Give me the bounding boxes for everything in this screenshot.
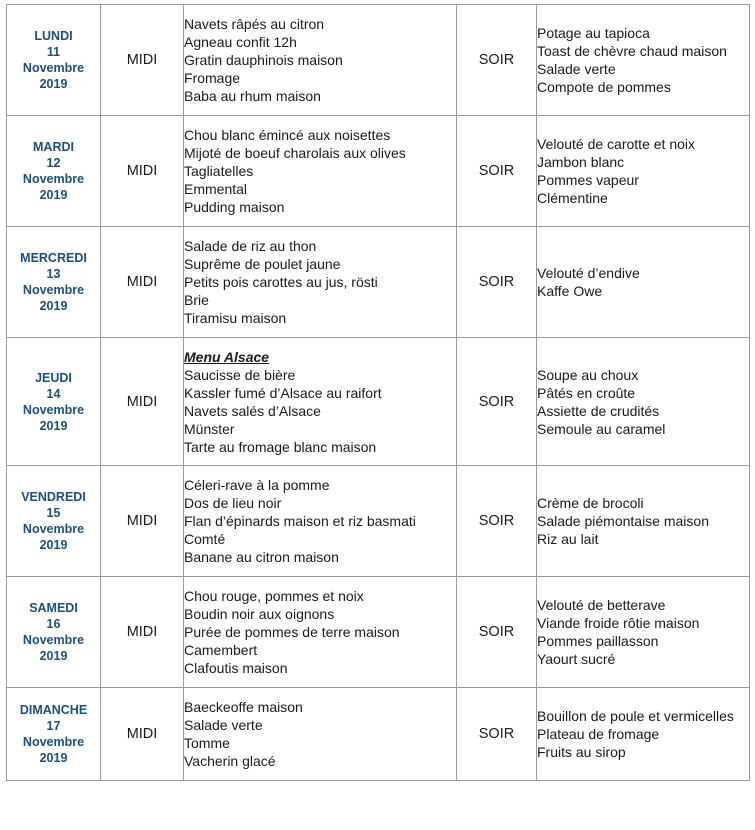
menu-theme-title: Menu Alsace — [184, 348, 270, 365]
day-date: 17 — [46, 719, 61, 733]
meal-label-midi: MIDI — [101, 466, 184, 577]
menu-row — [7, 466, 750, 577]
lunch-dishes — [184, 688, 457, 781]
meal-label-midi: MIDI — [101, 116, 184, 227]
dish-item: Yaourt sucré — [537, 651, 616, 667]
menu-row — [7, 227, 750, 338]
dish-item: Comté — [184, 531, 226, 547]
menu-body — [7, 5, 750, 781]
dish-item: Salade verte — [537, 61, 616, 77]
dish-item: Vacherin glacé — [184, 753, 276, 769]
dish-item: Emmental — [184, 181, 248, 197]
dish-item: Boudin noir aux oignons — [184, 606, 335, 622]
dish-item: Crème de brocoli — [537, 495, 644, 511]
day-year: 2019 — [39, 299, 68, 313]
meal-label-midi: MIDI — [101, 227, 184, 338]
dinner-dishes — [537, 577, 750, 688]
dinner-dishes — [537, 466, 750, 577]
dish-item: Mijoté de boeuf charolais aux olives — [184, 145, 406, 161]
menu-row — [7, 338, 750, 466]
day-name: SAMEDI — [29, 601, 78, 615]
lunch-dishes — [184, 5, 457, 116]
dish-item: Kassler fumé d’Alsace au raifort — [184, 384, 382, 401]
dish-item: Chou rouge, pommes et noix — [184, 588, 364, 604]
day-year: 2019 — [39, 77, 68, 91]
menu-row — [7, 5, 750, 116]
menu-row — [7, 116, 750, 227]
day-name: LUNDI — [34, 29, 73, 43]
lunch-dishes — [184, 338, 457, 466]
dish-item: Velouté de carotte et noix — [537, 136, 695, 152]
dish-item: Navets râpés au citron — [184, 16, 325, 32]
dish-item: Soupe au choux — [537, 366, 639, 383]
day-name: MARDI — [33, 140, 74, 154]
day-cell — [7, 227, 101, 338]
day-year: 2019 — [39, 418, 68, 433]
meal-label-soir: SOIR — [457, 227, 537, 338]
meal-label-soir: SOIR — [457, 116, 537, 227]
day-date: 12 — [46, 156, 61, 170]
dish-item: Baba au rhum maison — [184, 88, 321, 104]
dish-item: Pâtés en croûte — [537, 384, 636, 401]
dish-item: Salade piémontaise maison — [537, 513, 709, 529]
day-cell — [7, 338, 101, 466]
day-cell — [7, 688, 101, 781]
day-name: DIMANCHE — [19, 703, 88, 717]
day-date: 15 — [46, 506, 61, 520]
meal-label-midi: MIDI — [101, 688, 184, 781]
day-year: 2019 — [39, 188, 68, 202]
day-cell — [7, 116, 101, 227]
dish-item: Kaffe Owe — [537, 283, 603, 299]
dish-item: Fruits au sirop — [537, 744, 626, 760]
day-date: 11 — [46, 45, 61, 59]
dish-item: Münster — [184, 420, 235, 437]
day-year: 2019 — [39, 751, 68, 765]
dish-item: Brie — [184, 292, 209, 308]
dish-item: Flan d’épinards maison et riz basmati — [184, 513, 416, 529]
dish-item: Jambon blanc — [537, 154, 625, 170]
day-year: 2019 — [39, 649, 68, 663]
dish-item: Chou blanc émincé aux noisettes — [184, 127, 391, 143]
dish-item: Pommes vapeur — [537, 172, 639, 188]
dinner-dishes — [537, 116, 750, 227]
dish-item: Salade verte — [184, 717, 263, 733]
day-date: 13 — [46, 267, 61, 281]
day-month: Novembre — [22, 633, 85, 647]
day-month: Novembre — [22, 522, 85, 536]
dish-item: Agneau confit 12h — [184, 34, 297, 50]
day-date: 14 — [46, 386, 61, 401]
dinner-dishes — [537, 688, 750, 781]
dish-item: Assiette de crudités — [537, 402, 660, 419]
dish-item: Suprême de poulet jaune — [184, 256, 341, 272]
dish-item: Plateau de fromage — [537, 726, 660, 742]
dish-item: Fromage — [184, 70, 241, 86]
meal-label-midi: MIDI — [101, 577, 184, 688]
day-cell — [7, 466, 101, 577]
meal-label-soir: SOIR — [457, 5, 537, 116]
dish-item: Tomme — [184, 735, 230, 751]
dish-item: Petits pois carottes au jus, rösti — [184, 274, 378, 290]
meal-label-soir: SOIR — [457, 577, 537, 688]
dish-item: Clafoutis maison — [184, 660, 288, 676]
meal-label-soir: SOIR — [457, 688, 537, 781]
dish-item: Tarte au fromage blanc maison — [184, 438, 377, 455]
dish-item: Camembert — [184, 642, 258, 658]
meal-label-soir: SOIR — [457, 466, 537, 577]
dish-item: Saucisse de bière — [184, 366, 296, 383]
dish-item: Velouté d’endive — [537, 265, 640, 281]
day-month: Novembre — [22, 61, 85, 75]
day-cell — [7, 577, 101, 688]
dish-item: Tagliatelles — [184, 163, 254, 179]
dish-item: Velouté de betterave — [537, 597, 666, 613]
dish-item: Salade de riz au thon — [184, 238, 317, 254]
menu-row — [7, 577, 750, 688]
dinner-dishes — [537, 5, 750, 116]
meal-label-midi: MIDI — [101, 338, 184, 466]
day-month: Novembre — [22, 172, 85, 186]
day-name: MERCREDI — [20, 251, 87, 265]
dish-item: Dos de lieu noir — [184, 495, 282, 511]
dish-item: Baeckeoffe maison — [184, 699, 303, 715]
dinner-dishes — [537, 338, 750, 466]
dish-item: Riz au lait — [537, 531, 599, 547]
day-month: Novembre — [22, 735, 85, 749]
dish-item: Bouillon de poule et vermicelles — [537, 708, 734, 724]
dish-item: Compote de pommes — [537, 79, 671, 95]
dish-item: Semoule au caramel — [537, 420, 666, 437]
dish-item: Purée de pommes de terre maison — [184, 624, 400, 640]
dish-item: Gratin dauphinois maison — [184, 52, 343, 68]
menu-row — [7, 688, 750, 781]
day-year: 2019 — [39, 538, 68, 552]
dish-item: Clémentine — [537, 190, 608, 206]
meal-label-midi: MIDI — [101, 5, 184, 116]
weekly-menu-table — [6, 4, 750, 781]
lunch-dishes — [184, 466, 457, 577]
lunch-dishes — [184, 227, 457, 338]
dish-item: Toast de chèvre chaud maison — [537, 43, 727, 59]
dish-item: Pommes paillasson — [537, 633, 659, 649]
dish-item: Banane au citron maison — [184, 549, 339, 565]
day-cell — [7, 5, 101, 116]
lunch-dishes — [184, 116, 457, 227]
day-name: VENDREDI — [21, 490, 86, 504]
dish-item: Potage au tapioca — [537, 25, 650, 41]
meal-label-soir: SOIR — [457, 338, 537, 466]
day-month: Novembre — [22, 402, 85, 417]
dish-item: Céleri-rave à la pomme — [184, 477, 330, 493]
day-date: 16 — [46, 617, 61, 631]
dish-item: Pudding maison — [184, 199, 285, 215]
dish-item: Navets salés d’Alsace — [184, 402, 321, 419]
dish-item: Viande froide rôtie maison — [537, 615, 700, 631]
dish-item: Tiramisu maison — [184, 310, 287, 326]
day-name: JEUDI — [35, 370, 72, 385]
day-month: Novembre — [22, 283, 85, 297]
lunch-dishes — [184, 577, 457, 688]
dinner-dishes — [537, 227, 750, 338]
